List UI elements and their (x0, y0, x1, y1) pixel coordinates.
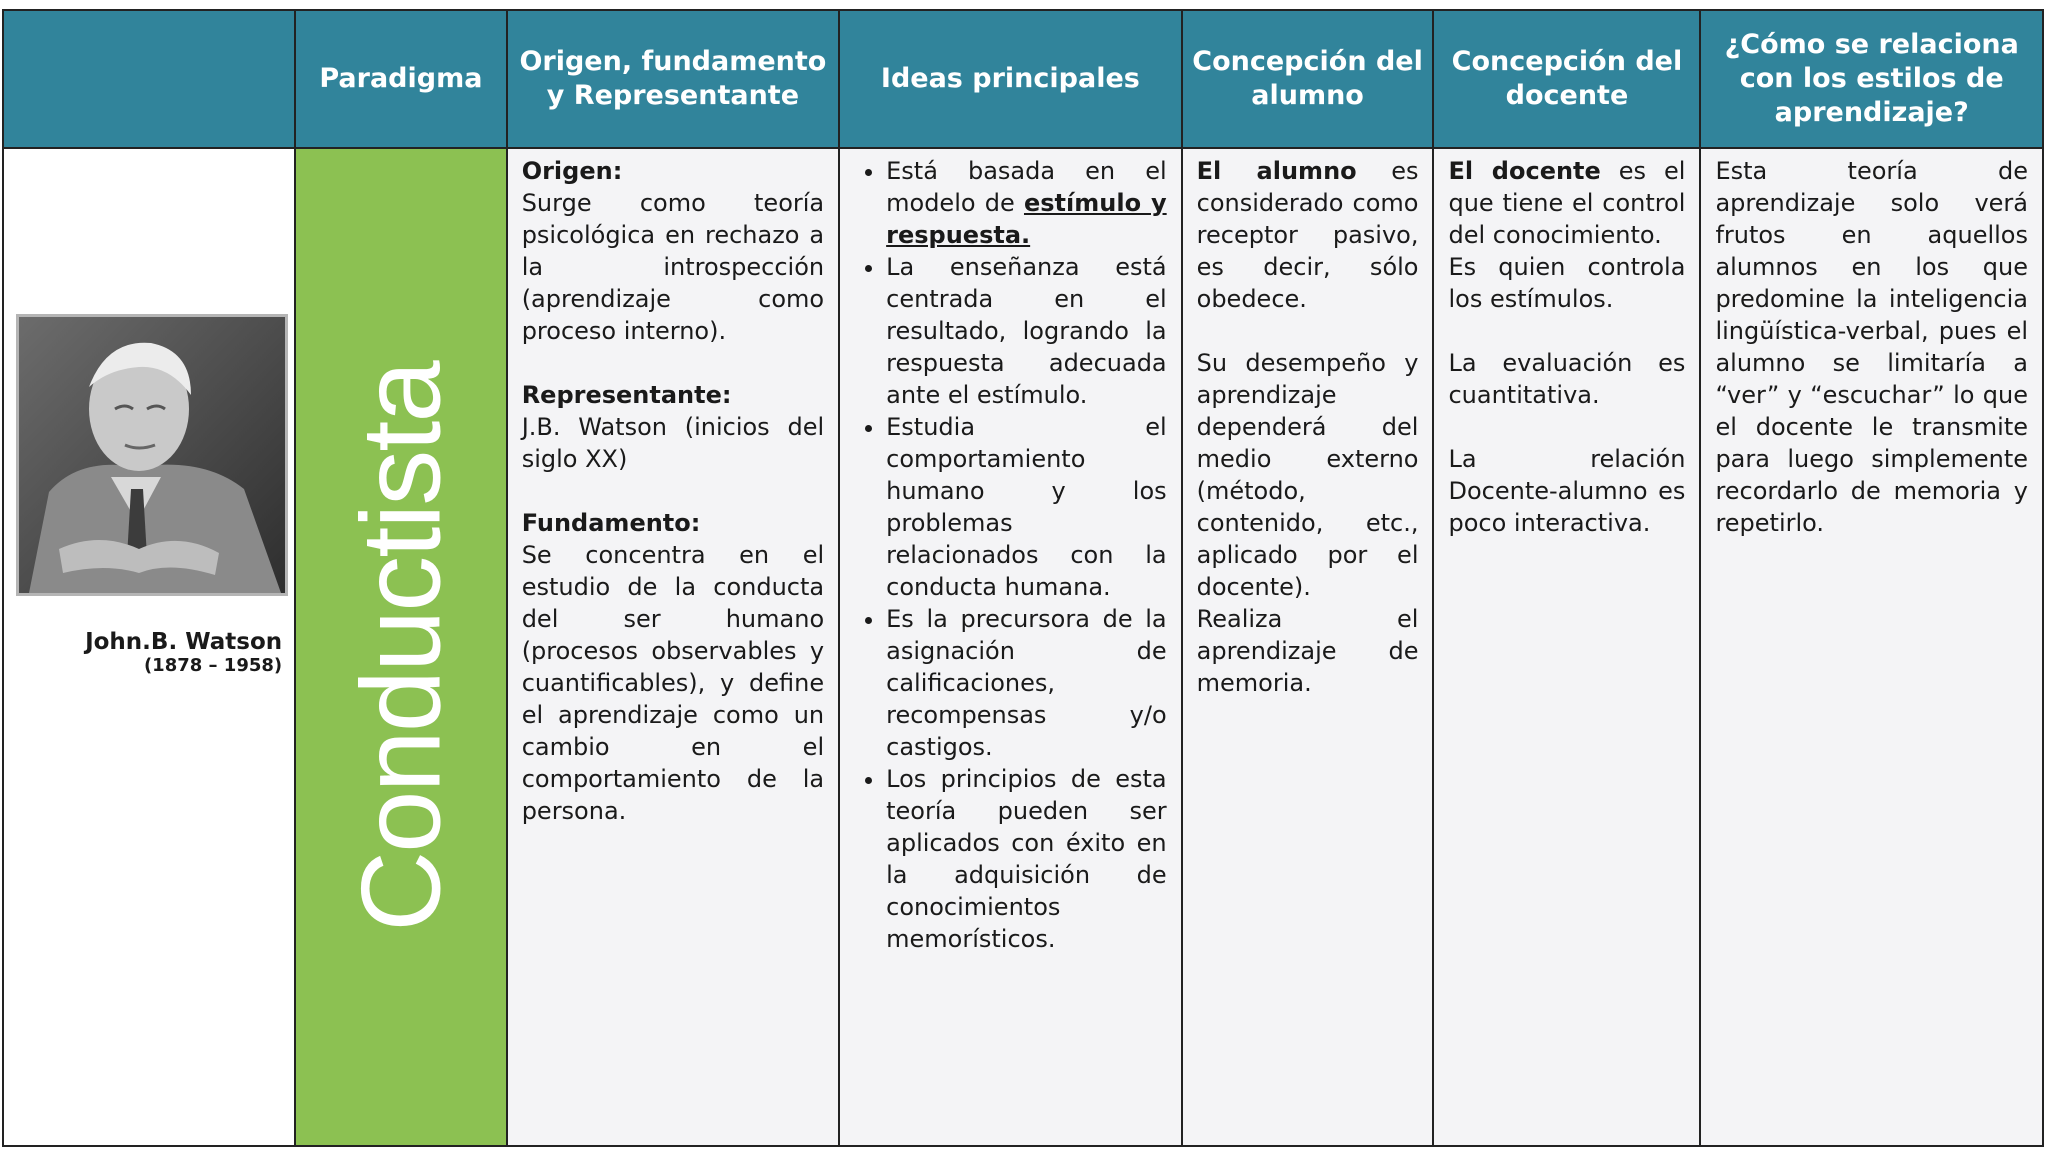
origen-cell (507, 148, 839, 1146)
docente-p4: La relación Docente-alumno es poco interactiva. (1448, 445, 1686, 537)
docente-rest: es el que tiene el control del conocimiento. (1448, 157, 1686, 249)
docente-p2: Es quien controla los estímulos. (1448, 253, 1686, 313)
idea-text: Está basada en el modelo de (886, 157, 1167, 217)
ideas-cell (839, 148, 1182, 1146)
comparison-table (2, 9, 2044, 1147)
header-origen: Origen, fundamento y Representante (507, 10, 839, 148)
idea-item: • Los principios de esta teoría pueden ser aplicados con éxito en la adquisición de conocimientos memorísticos. (886, 763, 1167, 955)
alumno-rest: es considerado como receptor pasivo, es decir, sólo obedece. (1196, 157, 1419, 313)
header-paradigma: Paradigma (295, 10, 507, 148)
docente-p1 (1448, 155, 1685, 251)
header-ideas: Ideas principales (839, 10, 1182, 148)
person-years: (1878 – 1958) (143, 655, 283, 676)
origen-text: Surge como teoría psicológica en rechazo a la introspección (aprendizaje como proceso interno). (521, 189, 825, 345)
person-cell (3, 148, 295, 1146)
docente-bold: El docente (1448, 157, 1601, 185)
header-blank (3, 10, 295, 148)
representante-label: Representante: (521, 381, 732, 409)
idea-item: • La enseñanza está centrada en el resultado, logrando la respuesta adecuada ante el estímulo. (886, 251, 1167, 411)
person-name: John.B. Watson (85, 629, 283, 655)
content-row (3, 148, 2043, 1146)
alumno-p2: Su desempeño y aprendizaje dependerá del medio externo (método, contenido, etc., aplicado por el docente). (1196, 349, 1419, 601)
representante-text: J.B. Watson (inicios del siglo XX) (521, 413, 825, 473)
idea-item (886, 155, 1167, 251)
estilos-p1: Esta teoría de aprendizaje solo verá frutos en aquellos alumnos en los que predomine la inteligencia lingüística-verbal, pues el alumno se limitaría a “ver” y “escuchar” lo que el docente le transmite para luego simplemente recordarlo de memoria y repetirlo. (1715, 157, 2028, 537)
idea-item: • Estudia el comportamiento humano y los problemas relacionados con la conducta humana. (886, 411, 1167, 603)
header-estilos: ¿Cómo se relaciona con los estilos de aprendizaje? (1700, 10, 2043, 148)
docente-cell (1433, 148, 1700, 1146)
origen-label: Origen: (521, 157, 623, 185)
header-row (3, 10, 2043, 148)
alumno-p1 (1197, 155, 1419, 315)
header-docente: Concepción del docente (1433, 10, 1700, 148)
paradigm-cell (295, 148, 507, 1146)
alumno-p3: Realiza el aprendizaje de memoria. (1196, 605, 1419, 697)
header-alumno: Concepción del alumno (1182, 10, 1434, 148)
fundamento-label: Fundamento: (521, 509, 701, 537)
estilos-cell (1700, 148, 2043, 1146)
docente-p3: La evaluación es cuantitativa. (1448, 349, 1686, 409)
alumno-cell (1182, 148, 1434, 1146)
alumno-bold: El alumno (1196, 157, 1357, 185)
paradigm-label: Conductista (338, 362, 464, 932)
idea-emphasis: estímulo y respuesta. (886, 189, 1167, 249)
watson-portrait (16, 314, 288, 596)
fundamento-text: Se concentra en el estudio de la conducta del ser humano (procesos observables y cuantificables), y define el aprendizaje como un cambio en el comportamiento de la persona. (521, 541, 825, 825)
ideas-list (846, 155, 1167, 955)
idea-item: • Es la precursora de la asignación de calificaciones, recompensas y/o castigos. (886, 603, 1167, 763)
